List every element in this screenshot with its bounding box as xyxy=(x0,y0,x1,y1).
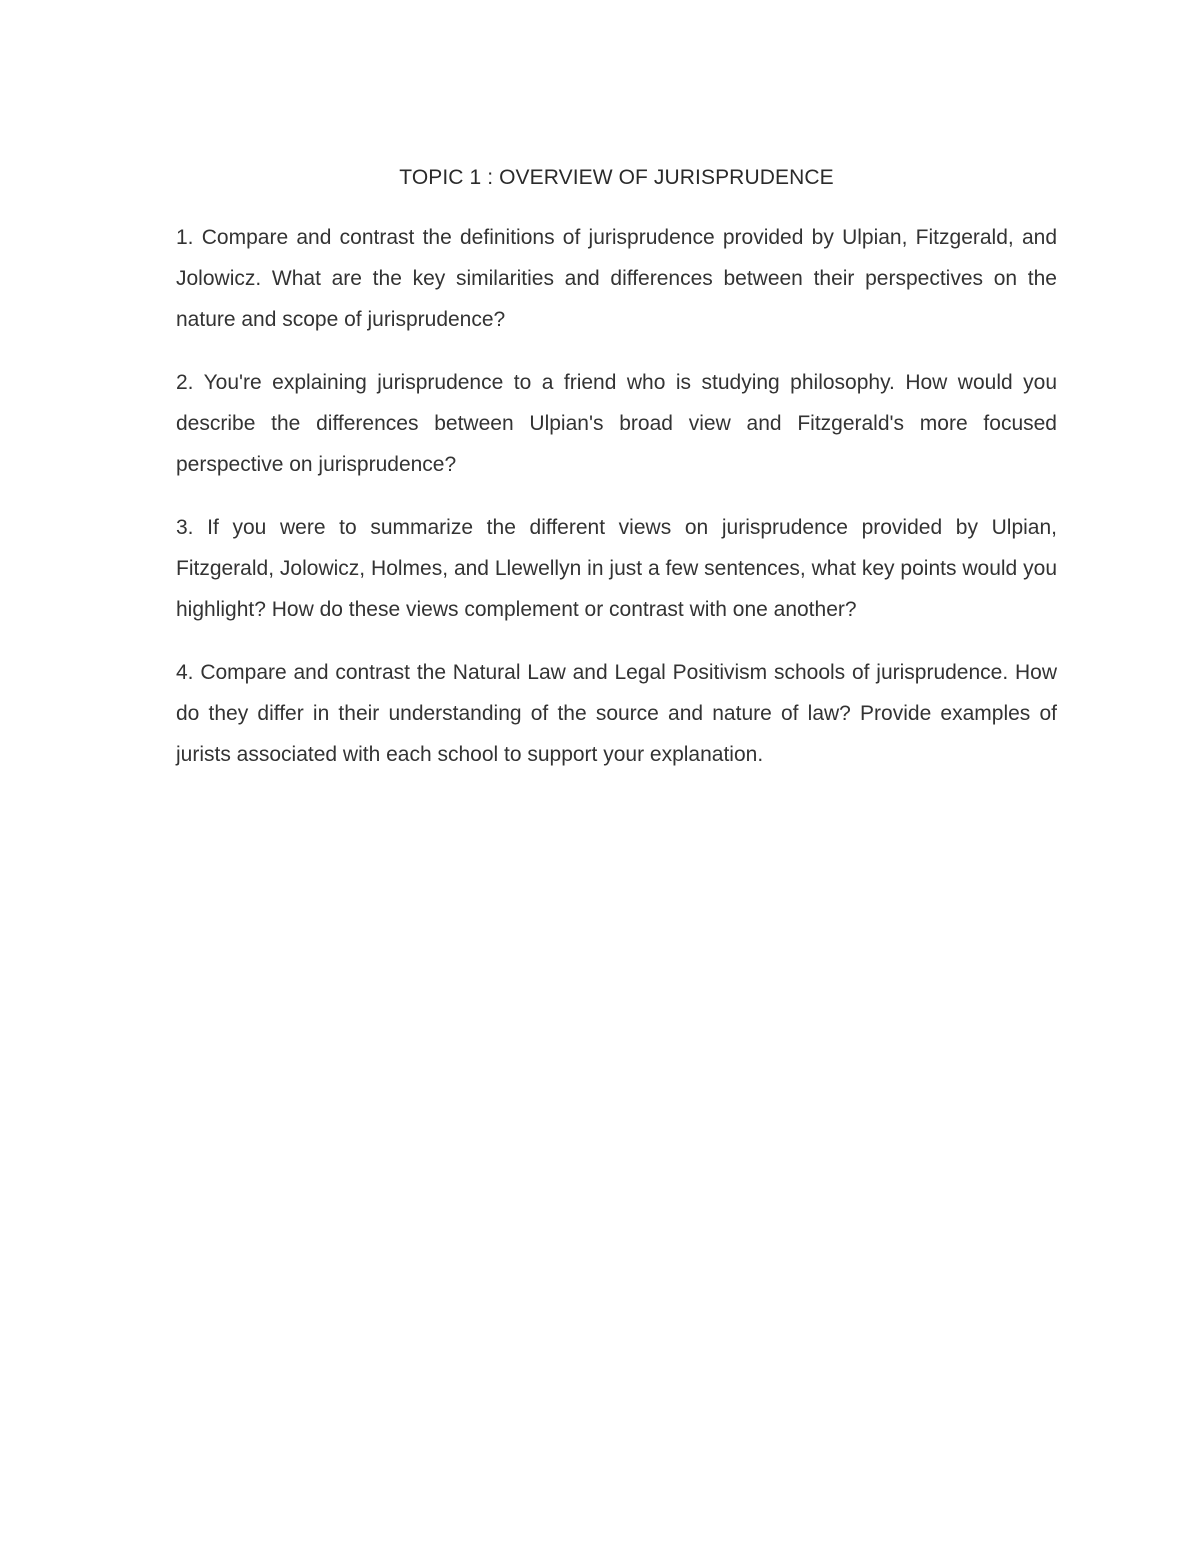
question-4: 4. Compare and contrast the Natural Law and Legal Positivism schools of jurisprudence. How do they differ in their understanding of the source and nature of law? Provide examples of jurists associated with each school to support your explanation. xyxy=(176,661,1057,766)
page-title: TOPIC 1 : OVERVIEW OF JURISPRUDENCE xyxy=(399,166,834,189)
question-1: 1. Compare and contrast the definitions of jurisprudence provided by Ulpian, Fitzgerald, and Jolowicz. What are the key similarities and differences between their perspectives on the nature and scope of jurisprudence? xyxy=(176,226,1057,331)
question-3: 3. If you were to summarize the different views on jurisprudence provided by Ulpian, Fitzgerald, Jolowicz, Holmes, and Llewellyn in just a few sentences, what key points would you highlight? How do these views complement or contrast with one another? xyxy=(176,516,1057,621)
question-2: 2. You're explaining jurisprudence to a friend who is studying philosophy. How would you describe the differences between Ulpian's broad view and Fitzgerald's more focused perspective on jurisprudence? xyxy=(176,371,1057,476)
document-body xyxy=(176,163,1057,797)
